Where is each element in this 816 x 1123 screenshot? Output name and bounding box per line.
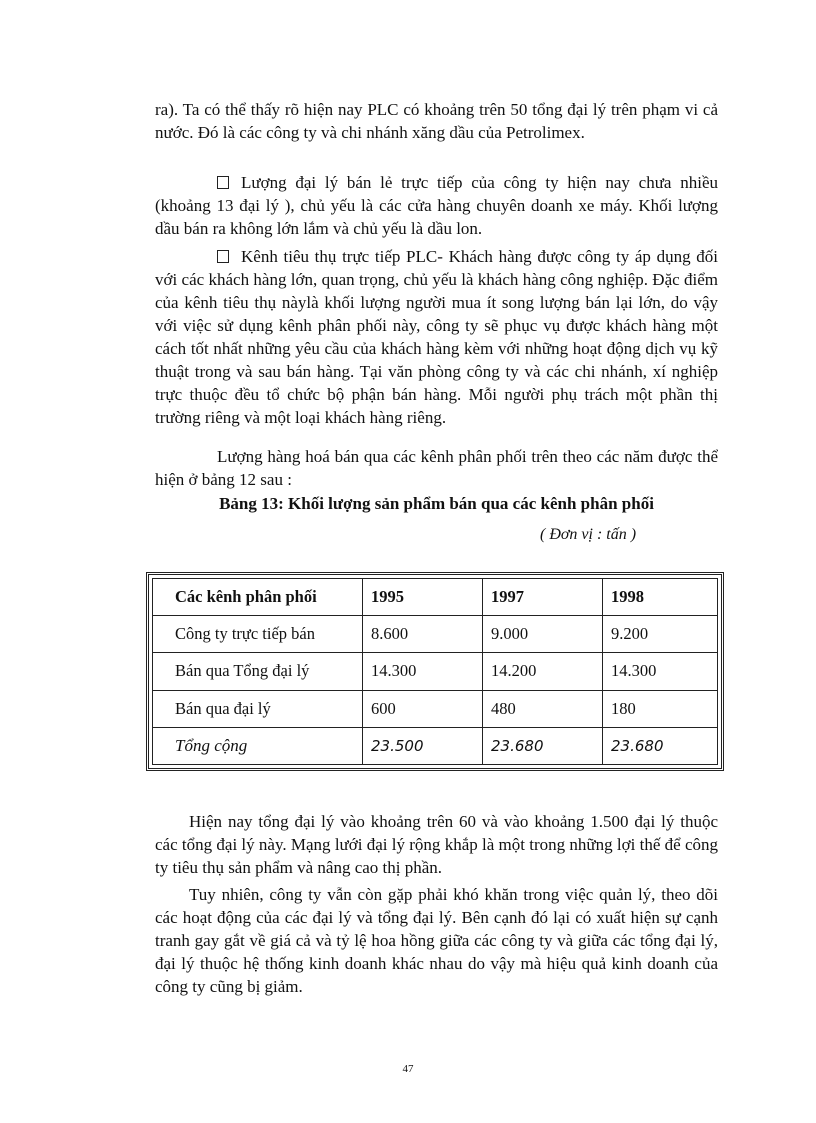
- paragraph-6: [155, 883, 718, 998]
- header-cell: 1998: [603, 579, 718, 616]
- page-number: 47: [402, 1063, 414, 1075]
- bullet-box-icon: [217, 250, 229, 263]
- table-cell: 14.300: [363, 653, 483, 690]
- table-caption: Bảng 13: Khối lượng sản phẩm bán qua các kênh phân phối: [219, 494, 654, 513]
- paragraph-1: [155, 98, 718, 144]
- paragraph-4-text: Lượng hàng hoá bán qua các kênh phân phối trên theo các năm được thể hiện ở bảng 12 sau :: [155, 447, 718, 489]
- bullet-box-icon: [217, 176, 229, 189]
- sales-table: [146, 572, 724, 771]
- table-cell: 23.680: [603, 727, 718, 764]
- row-label: Bán qua Tổng đại lý: [153, 653, 363, 690]
- table-unit: ( Đơn vị : tấn ): [540, 526, 637, 543]
- header-cell: Các kênh phân phối: [153, 579, 363, 616]
- table-cell: 480: [483, 690, 603, 727]
- row-label: Tổng cộng: [153, 727, 363, 764]
- table-header-row: [153, 579, 718, 616]
- table-cell: 9.000: [483, 616, 603, 653]
- table-cell: 23.500: [363, 727, 483, 764]
- header-cell: 1995: [363, 579, 483, 616]
- table-cell: 14.300: [603, 653, 718, 690]
- table-total-row: [153, 727, 718, 764]
- paragraph-6-text: Tuy nhiên, công ty vẫn còn gặp phải khó khăn trong việc quản lý, theo dõi các hoạt động của các đại lý và tổng đại lý. Bên cạnh đó lại có xuất hiện sự cạnh tranh gay gắt về giá cả và tỷ lệ hoa hồng giữa các công ty và giữa các tổng đại lý, đại lý thuộc hệ thống kinh doanh khác nhau do vậy mà hiệu quả kinh doanh của công ty cũng bị giảm.: [155, 885, 718, 996]
- paragraph-2: [155, 171, 718, 240]
- table-cell: 8.600: [363, 616, 483, 653]
- paragraph-4: [155, 445, 718, 491]
- paragraph-1-text: ra). Ta có thể thấy rõ hiện nay PLC có khoảng trên 50 tổng đại lý trên phạm vi cả nước. Đó là các công ty và chi nhánh xăng dầu của Petrolimex.: [155, 100, 718, 142]
- table-cell: 180: [603, 690, 718, 727]
- table-cell: 14.200: [483, 653, 603, 690]
- table-row: [153, 690, 718, 727]
- table-cell: 9.200: [603, 616, 718, 653]
- paragraph-5: [155, 810, 718, 879]
- table-row: [153, 616, 718, 653]
- header-cell: 1997: [483, 579, 603, 616]
- paragraph-5-text: Hiện nay tổng đại lý vào khoảng trên 60 và vào khoảng 1.500 đại lý thuộc các tổng đại lý này. Mạng lưới đại lý rộng khắp là một trong những lợi thế để công ty tiêu thụ sản phẩm và nâng cao thị phần.: [155, 812, 718, 877]
- row-label: Bán qua đại lý: [153, 690, 363, 727]
- row-label: Công ty trực tiếp bán: [153, 616, 363, 653]
- paragraph-3-text: Kênh tiêu thụ trực tiếp PLC- Khách hàng được công ty áp dụng đối với các khách hàng lớn, quan trọng, chủ yếu là khách hàng công nghiệp. Đặc điểm của kênh tiêu thụ nàylà khối lượng người mua ít song lượng bán lại lớn, do vậy với việc sử dụng kênh phân phối này, công ty sẽ phục vụ được khách hàng một cách tốt nhất những yêu cầu của khách hàng kèm với những hoạt động dịch vụ kỹ thuật trong và sau bán hàng. Tại văn phòng công ty và các chi nhánh, xí nghiệp trực thuộc đều tổ chức bộ phận bán hàng. Mỗi người phụ trách một phần thị trường riêng và một loại khách hàng riêng.: [155, 247, 718, 427]
- table-row: [153, 653, 718, 690]
- table-cell: 600: [363, 690, 483, 727]
- table-cell: 23.680: [483, 727, 603, 764]
- paragraph-3: [155, 245, 718, 429]
- paragraph-2-text: Lượng đại lý bán lẻ trực tiếp của công ty hiện nay chưa nhiều (khoảng 13 đại lý ), chủ yếu là các cửa hàng chuyên doanh xe máy. Khối lượng dầu bán ra không lớn lắm và chủ yếu là dầu lon.: [155, 173, 718, 238]
